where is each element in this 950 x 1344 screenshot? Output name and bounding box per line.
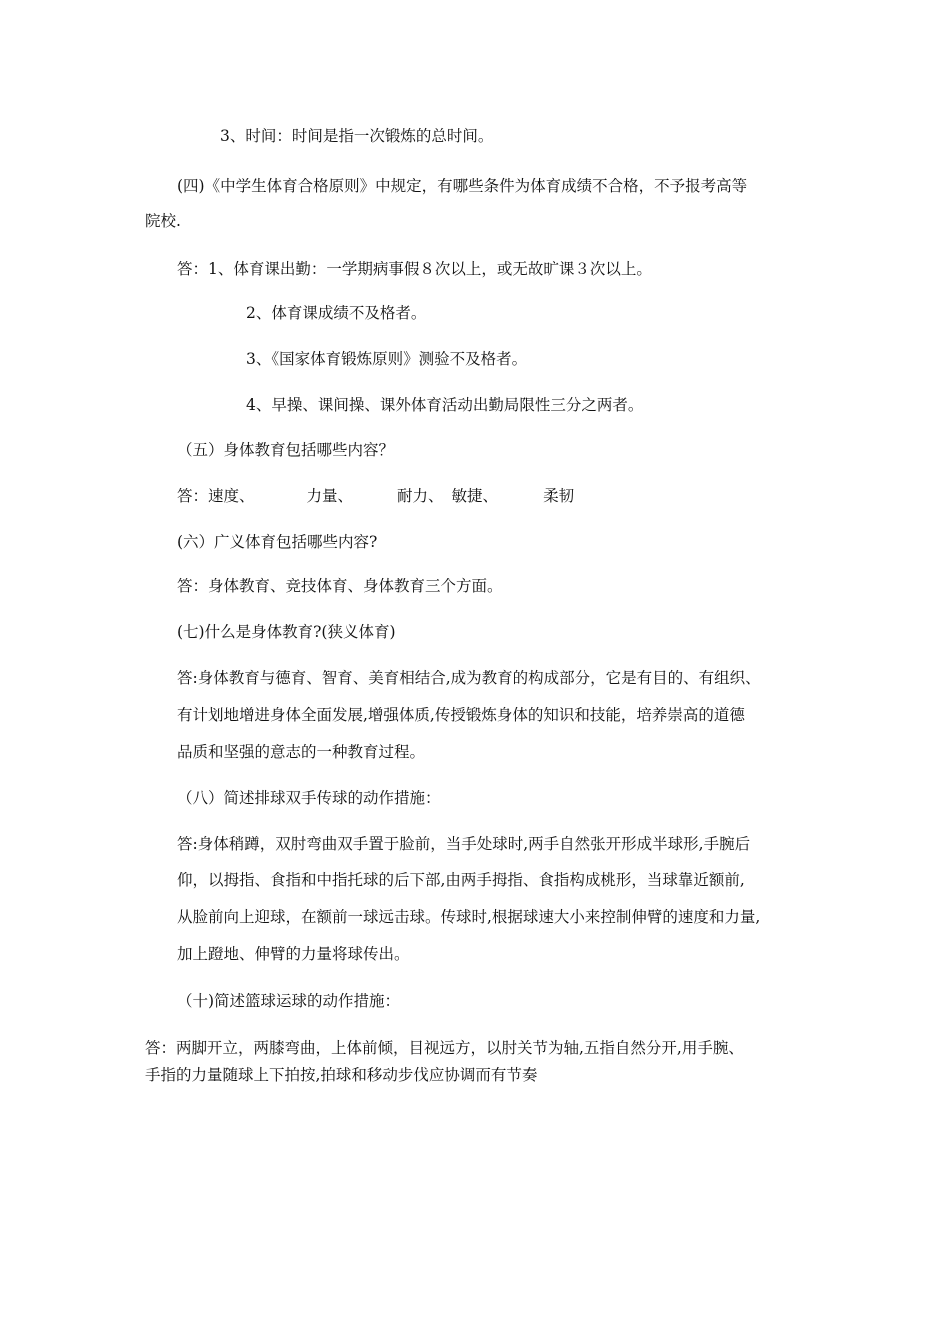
answer-item: 耐力、 — [397, 487, 444, 505]
question-ten: （十)简述篮球运球的动作措施： — [177, 992, 401, 1010]
answer-line: 仰，以拇指、食指和中指托球的后下部,由两手拇指、食指构成桃形，当球靠近额前, — [177, 871, 745, 889]
answer-line: 答：两脚开立，两膝弯曲，上体前倾，目视远方，以肘关节为轴,五指自然分开,用手腕、 — [145, 1039, 744, 1057]
answer-line: 4、早操、课间操、课外体育活动出勤局限性三分之两者。 — [246, 396, 644, 414]
question-six: (六）广义体育包括哪些内容? — [177, 533, 378, 551]
paragraph-line: 院校. — [145, 212, 181, 230]
answer-line: 有计划地增进身体全面发展,增强体质,传授锻炼身体的知识和技能，培养崇高的道德 — [177, 706, 745, 724]
answer-line: 答:身体稍蹲，双肘弯曲双手置于脸前，当手处球时,两手自然张开形成半球形,手腕后 — [177, 835, 751, 853]
answer-prefix: 答：速度、 — [177, 487, 255, 505]
answer-line: 手指的力量随球上下拍按,拍球和移动步伐应协调而有节奏 — [145, 1066, 538, 1084]
answer-line: 答:身体教育与德育、智育、美育相结合,成为教育的构成部分，它是有目的、有组织、 — [177, 669, 761, 687]
answer-line: 答：1、体育课出勤：一学期病事假８次以上，或无故旷课３次以上。 — [177, 260, 652, 278]
answer-line: 3、《国家体育锻炼原则》测验不及格者。 — [246, 350, 528, 368]
answer-item: 力量、 — [306, 487, 354, 505]
answer-line: 品质和坚强的意志的一种教育过程。 — [177, 743, 426, 761]
answer-item: 柔韧 — [543, 487, 575, 505]
answer-line: 2、体育课成绩不及格者。 — [246, 304, 427, 322]
question-four: (四)《中学生体育合格原则》中规定，有哪些条件为体育成绩不合格，不予报考高等 — [177, 177, 748, 195]
answer-line: 从脸前向上迎球，在额前一球远击球。传球时,根据球速大小来控制伸臂的速度和力量, — [177, 908, 761, 926]
paragraph-line: 3、时间：时间是指一次锻炼的总时间。 — [220, 127, 494, 145]
answer-line — [177, 486, 574, 506]
answer-line: 加上蹬地、伸臂的力量将球传出。 — [177, 945, 410, 963]
question-five: （五）身体教育包括哪些内容？ — [177, 441, 395, 459]
question-eight: （八）简述排球双手传球的动作措施： — [177, 789, 441, 807]
answer-item: 敏捷、 — [451, 487, 499, 505]
question-seven: (七)什么是身体教育?(狭义体育) — [177, 623, 396, 641]
answer-line: 答：身体教育、竞技体育、身体教育三个方面。 — [177, 577, 503, 595]
